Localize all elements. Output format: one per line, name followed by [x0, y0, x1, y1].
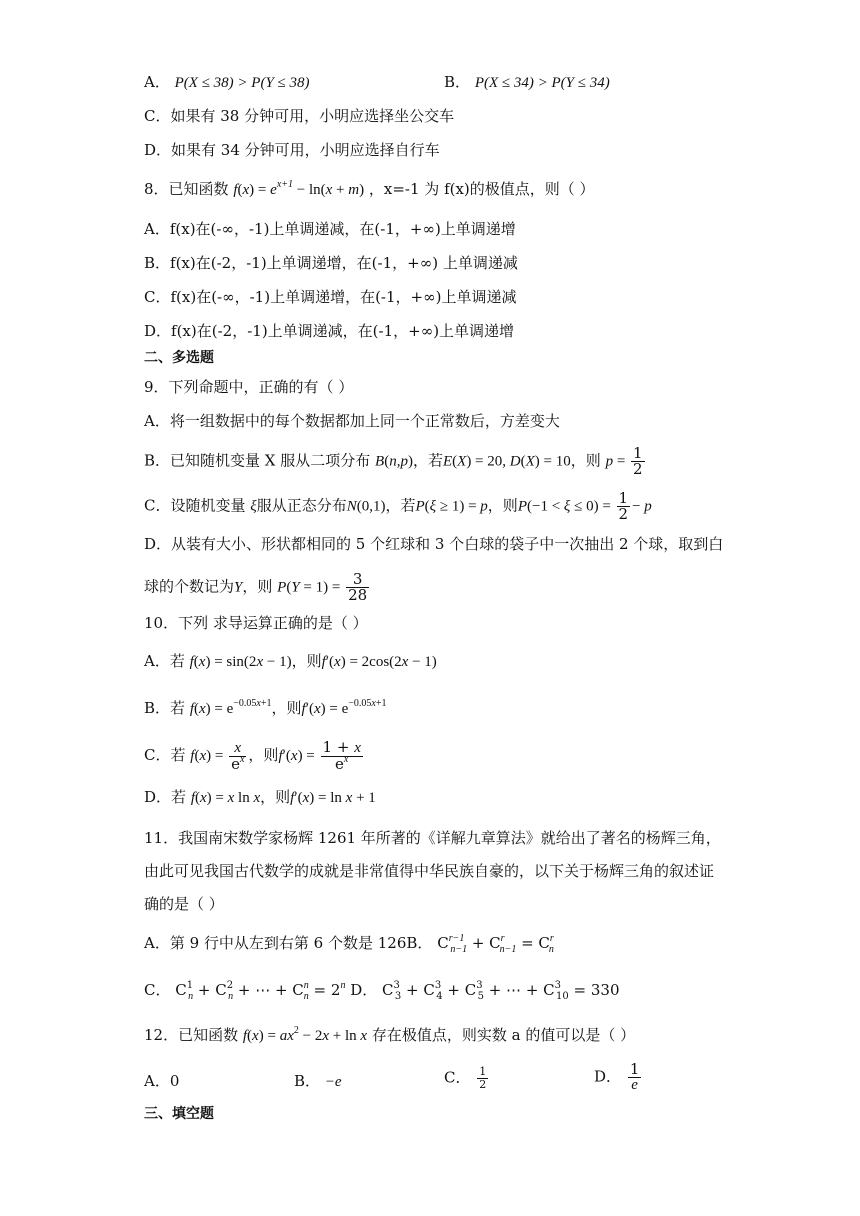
option-text: 球的个数记为 [144, 577, 235, 596]
math-expression: P(X ≤ 34) > P(Y ≤ 34) [474, 75, 610, 91]
option-text: A．第 9 行中从左到右第 6 个数是 126B． [144, 934, 433, 952]
fraction-one-over-e: $\frac{1}{e}$ [629, 1060, 640, 1093]
q9-option-c [144, 491, 652, 522]
q8-stem [144, 178, 595, 201]
option-text: ，则 [260, 788, 291, 806]
combination-identity: $C^{r-1}_{n-1} + C^r_{n-1} = C^r_n$ [437, 933, 554, 955]
q9-option-d-line1: D．从装有大小、形状都相同的 5 个红球和 3 个白球的袋子中一次抽出 2 个球，取到白 [144, 535, 724, 553]
q11-stem-line2: 由此可见我国古代数学的成就是非常值得中华民族自豪的，以下关于杨辉三角的叙述证 [144, 862, 715, 880]
fraction-3-28: $\frac{3}{28}$ [348, 570, 368, 604]
q8-option-a: A．f(x)在(-∞，-1)上单调递减，在(-1，+∞)上单调递增 [144, 220, 516, 238]
q11-stem-line1: 11．我国南宋数学家杨辉 1261 年所著的《详解九章算法》就给出了著名的杨辉三角， [144, 829, 721, 847]
stem-text: 8．已知函数 [144, 180, 229, 198]
q12-option-d [594, 1062, 643, 1093]
q10-option-c [144, 740, 365, 772]
option-text: ，若 [385, 496, 416, 515]
q8-option-d: D．f(x)在(-2，-1)上单调递减，在(-1，+∞)上单调递增 [144, 322, 515, 340]
minus-p: − p [632, 498, 652, 515]
q10-option-b [144, 697, 387, 720]
q11-options-ab [144, 932, 554, 954]
q10-option-d [144, 786, 376, 809]
stem-text: 存在极值点，则实数 a 的值可以是（ ） [371, 1026, 636, 1044]
option-text: C．若 [144, 746, 186, 764]
q12-stem [144, 1024, 635, 1047]
derivative-d: f′(x) = ln x + 1 [290, 790, 376, 806]
option-text: B．已知随机变量 X 服从二项分布 [144, 451, 371, 470]
option-label: D． [594, 1067, 622, 1086]
option-label: B． [444, 73, 471, 91]
q7-option-a [144, 71, 310, 94]
function-b: $f(x) = e^{-0.05x+1}$ [189, 698, 272, 717]
option-text: ，则 [291, 652, 322, 670]
q8-option-b: B．f(x)在(-2，-1)上单调递增，在(-1，+∞) 上单调递减 [144, 254, 518, 272]
y-symbol: Y [234, 579, 243, 596]
expectation-variance: E(X) = 20, D(X) = 10 [442, 453, 571, 470]
q7-option-d: D．如果有 34 分钟可用，小明应选择自行车 [144, 141, 440, 159]
binomial-expression: B(n,p) [375, 453, 413, 470]
q8-function: $f(x) = e^{x+1} - \ln(x + m)$ [233, 179, 365, 198]
function-a: f(x) = sin(2x − 1) [189, 654, 292, 670]
fraction-x-over-ex: $\frac{x}{e^x}$ [231, 739, 245, 773]
math-expression: P(X ≤ 38) > P(Y ≤ 38) [174, 75, 310, 91]
q9-option-a: A．将一组数据中的每个数据都加上同一个正常数后，方差变大 [144, 412, 560, 430]
option-text: ，则 [242, 577, 273, 596]
section-heading-fill-in-blank: 三、填空题 [144, 1106, 214, 1122]
derivative-b: $f'(x) = e^{-0.05x+1}$ [301, 698, 387, 717]
stem-text: 12．已知函数 [144, 1026, 239, 1044]
function-d: f(x) = x ln x [190, 790, 261, 806]
fraction-one-half: $\frac{1}{2}$ [633, 444, 643, 478]
option-text: ，若 [412, 451, 443, 470]
option-text: D．若 [144, 788, 187, 806]
stem-text: ，x=-1 为 f(x)的极值点，则（ ） [368, 180, 595, 198]
option-label: B． [294, 1072, 321, 1090]
q10-option-a [144, 650, 437, 673]
option-text: ，则 [271, 699, 302, 717]
q7-option-b [444, 71, 610, 94]
fraction-one-half: $\frac{1}{2}$ [618, 489, 629, 523]
derivative-a: f′(x) = 2cos(2x − 1) [321, 654, 437, 670]
combination-sum-c: $C^1_n + C^2_n$ + ⋯ + $C^n_n = 2^n$ [175, 980, 346, 1002]
p-value: p = [605, 453, 630, 470]
option-text: ，则 [248, 746, 279, 764]
value-330: 330 [590, 981, 620, 999]
probability-y: P(Y = 1) = [277, 579, 345, 596]
option-text: C．设随机变量 [144, 496, 246, 515]
q9-option-b [144, 446, 647, 477]
option-text: ，则 [570, 451, 601, 470]
q12-option-b [294, 1070, 342, 1093]
option-text: 服从正态分布 [256, 496, 347, 515]
q11-stem-line3: 确的是（ ） [144, 895, 224, 913]
combination-sum-d: $C^3_3 + C^3_4 + C^3_5$ + ⋯ + $C^3_{10}$ = [382, 980, 591, 1002]
q11-options-cd [144, 979, 620, 1001]
option-value: −e [324, 1074, 342, 1090]
q8-option-c: C．f(x)在(-∞，-1)上单调递增，在(-1，+∞)上单调递减 [144, 288, 517, 306]
fraction-1plusx-over-ex: $\frac{1 + x}{e^x}$ [322, 738, 361, 773]
normal-distribution: N(0,1) [346, 498, 386, 515]
probability-condition: P(ξ ≥ 1) = p [415, 498, 488, 515]
q12-option-c [444, 1066, 490, 1091]
derivative-c: f′(x) = [278, 748, 319, 764]
xi-symbol: ξ [250, 498, 257, 515]
option-label: C． [144, 981, 171, 999]
function-c: f(x) = [190, 748, 228, 764]
option-text: A．若 [144, 652, 185, 670]
section-heading-multiple-choice: 二、多选题 [144, 350, 214, 366]
option-label: A． [144, 73, 170, 91]
q10-stem: 10．下列 求导运算正确的是（ ） [144, 614, 368, 632]
q7-option-c: C．如果有 38 分钟可用，小明应选择坐公交车 [144, 107, 455, 125]
option-label: D． [350, 981, 378, 999]
option-text: B．若 [144, 699, 186, 717]
q12-function: $f(x) = ax^2 - 2x + \ln x$ [242, 1025, 368, 1044]
q12-option-a: A．0 [144, 1072, 180, 1090]
q9-option-d-line2 [144, 572, 371, 603]
q9-stem: 9．下列命题中，正确的有（ ） [144, 378, 354, 396]
probability-result: P(−1 < ξ ≤ 0) = [517, 498, 615, 515]
fraction-one-half: $\frac{1}{2}$ [479, 1065, 487, 1091]
option-label: C． [444, 1068, 471, 1087]
option-text: ，则 [487, 496, 518, 515]
